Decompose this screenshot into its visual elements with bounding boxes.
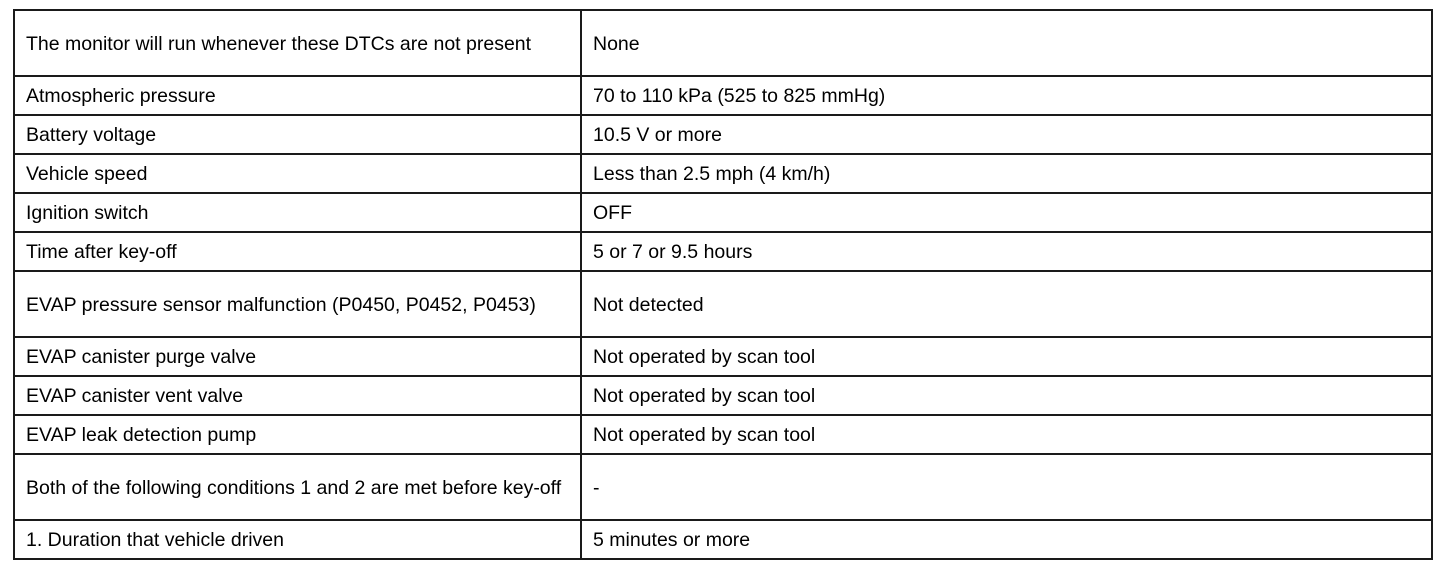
table-row: [14, 76, 1432, 115]
condition-value: -: [581, 454, 1432, 520]
condition-value: Less than 2.5 mph (4 km/h): [581, 154, 1432, 193]
condition-label: Time after key-off: [14, 232, 581, 271]
condition-value: 10.5 V or more: [581, 115, 1432, 154]
table-row: [14, 520, 1432, 559]
condition-label: Atmospheric pressure: [14, 76, 581, 115]
condition-value: Not operated by scan tool: [581, 337, 1432, 376]
condition-value: Not operated by scan tool: [581, 415, 1432, 454]
table-row: [14, 232, 1432, 271]
table-row: [14, 271, 1432, 337]
condition-label: Ignition switch: [14, 193, 581, 232]
condition-label: Vehicle speed: [14, 154, 581, 193]
table-row: [14, 10, 1432, 76]
condition-value: Not detected: [581, 271, 1432, 337]
condition-label: Battery voltage: [14, 115, 581, 154]
table-row: [14, 376, 1432, 415]
condition-value: None: [581, 10, 1432, 76]
table-row: [14, 154, 1432, 193]
condition-label: 1. Duration that vehicle driven: [14, 520, 581, 559]
condition-label: EVAP leak detection pump: [14, 415, 581, 454]
table-row: [14, 337, 1432, 376]
condition-label: The monitor will run whenever these DTCs are not present: [14, 10, 581, 76]
condition-value: OFF: [581, 193, 1432, 232]
condition-label: EVAP canister vent valve: [14, 376, 581, 415]
condition-label: Both of the following conditions 1 and 2 are met before key-off: [14, 454, 581, 520]
table-row: [14, 415, 1432, 454]
condition-label: EVAP canister purge valve: [14, 337, 581, 376]
table-row: [14, 115, 1432, 154]
condition-value: 70 to 110 kPa (525 to 825 mmHg): [581, 76, 1432, 115]
table-row: [14, 193, 1432, 232]
condition-value: 5 minutes or more: [581, 520, 1432, 559]
condition-value: Not operated by scan tool: [581, 376, 1432, 415]
table-row: [14, 454, 1432, 520]
condition-label: EVAP pressure sensor malfunction (P0450, P0452, P0453): [14, 271, 581, 337]
monitor-conditions-table: [13, 9, 1433, 560]
condition-value: 5 or 7 or 9.5 hours: [581, 232, 1432, 271]
